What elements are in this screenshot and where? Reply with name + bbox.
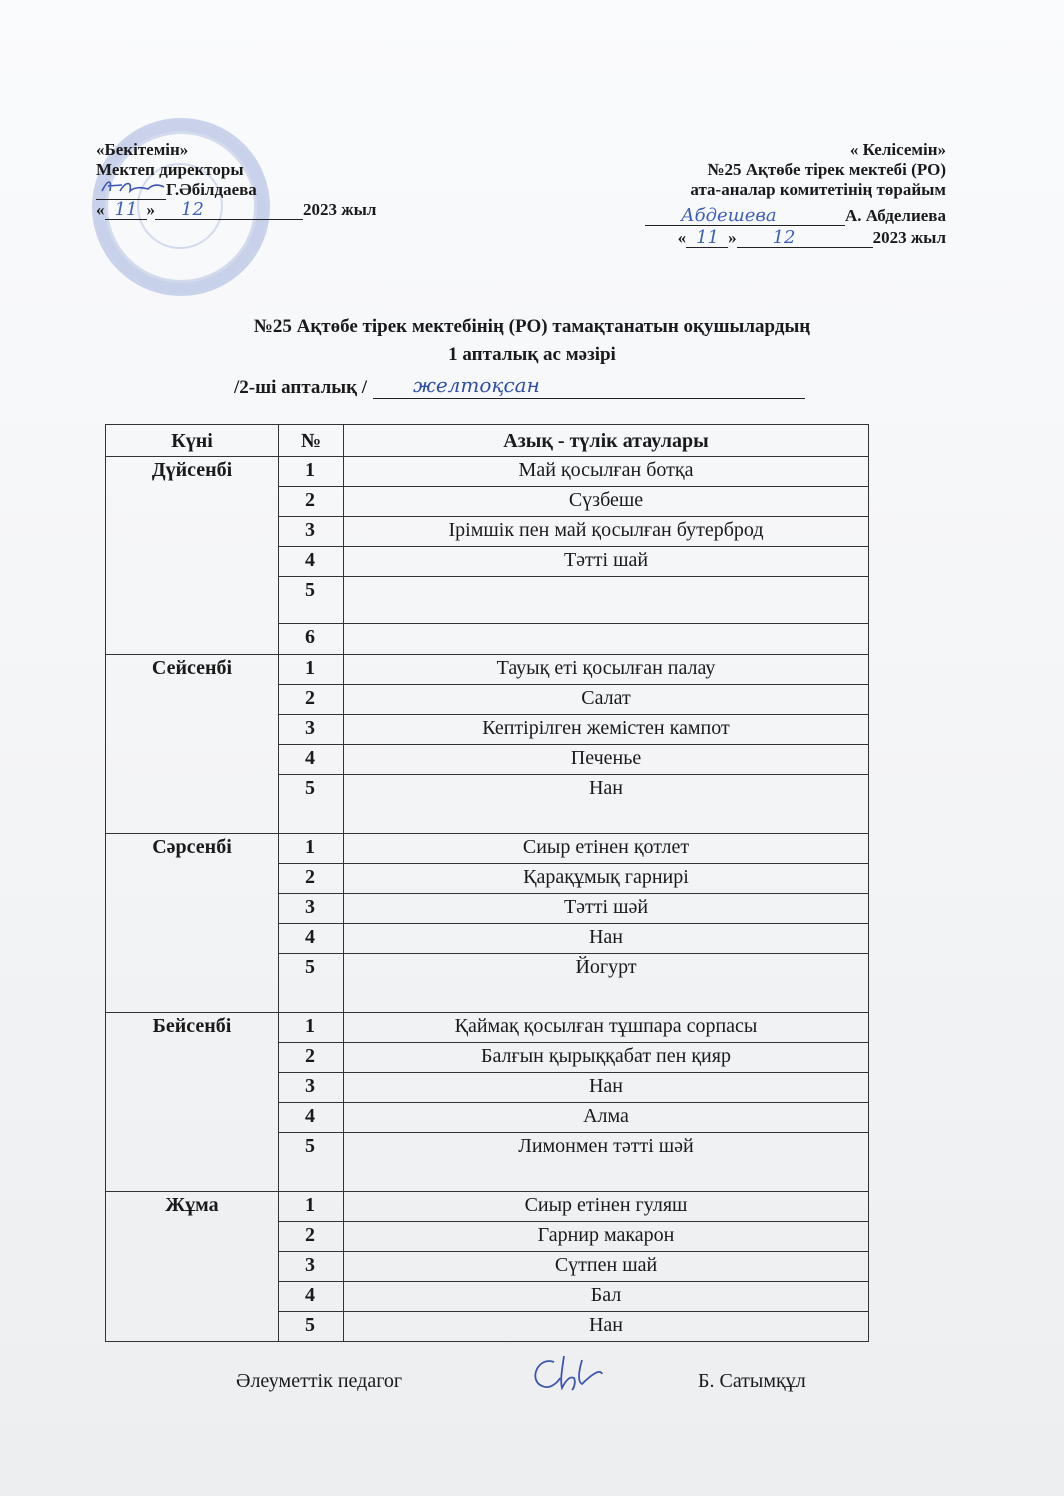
teacher-signature xyxy=(524,1352,604,1398)
food-item: Сиыр етінен қотлет xyxy=(344,834,869,864)
page-title: №25 Ақтөбе тірек мектебінің (РО) тамақтанатын оқушылардың xyxy=(253,316,811,337)
date-quote-close: » xyxy=(728,228,737,247)
table-row xyxy=(106,834,869,864)
item-number: 3 xyxy=(279,517,344,547)
date-month: 12 xyxy=(772,227,796,248)
date-quote-open: « xyxy=(96,200,105,219)
table-row xyxy=(106,1192,869,1222)
food-item: Тауық еті қосылған палау xyxy=(344,655,869,685)
food-item: Сиыр етінен гуляш xyxy=(344,1192,869,1222)
chair-signature: Абдешева xyxy=(681,205,777,226)
table-row xyxy=(106,1013,869,1043)
item-number: 3 xyxy=(279,715,344,745)
page-subtitle: 1 апталық ас мәзірі xyxy=(448,344,616,365)
food-item: Салат xyxy=(344,685,869,715)
date-quote-open: « xyxy=(677,228,687,247)
table-row xyxy=(106,655,869,685)
date-year: 2023 жыл xyxy=(872,228,946,247)
food-item xyxy=(344,624,869,655)
approval-block-left xyxy=(96,140,376,220)
date-year: 2023 жыл xyxy=(303,200,377,219)
food-item xyxy=(344,577,869,624)
item-number: 3 xyxy=(279,1252,344,1282)
menu-table xyxy=(105,424,869,1342)
day-cell: Жұма xyxy=(106,1192,279,1342)
header-number: № xyxy=(279,425,344,457)
food-item: Сүтпен шай xyxy=(344,1252,869,1282)
item-number: 3 xyxy=(279,1073,344,1103)
item-number: 5 xyxy=(279,1312,344,1342)
header-day: Күні xyxy=(106,425,279,457)
week-label: /2-ші апталық / xyxy=(234,377,368,398)
food-item: Сүзбеше xyxy=(344,487,869,517)
food-item: Қаймақ қосылған тұшпара сорпасы xyxy=(344,1013,869,1043)
date-day: 11 xyxy=(696,227,720,248)
table-header-row xyxy=(106,425,869,457)
day-cell: Дүйсенбі xyxy=(106,457,279,655)
item-number: 5 xyxy=(279,577,344,624)
item-number: 5 xyxy=(279,775,344,834)
director-signature-line xyxy=(96,181,166,200)
food-item: Нан xyxy=(344,1073,869,1103)
approval-title: «Бекітемін» xyxy=(96,140,189,159)
item-number: 2 xyxy=(279,1222,344,1252)
food-item: Нан xyxy=(344,1312,869,1342)
food-item: Тәтті шәй xyxy=(344,894,869,924)
day-cell: Бейсенбі xyxy=(106,1013,279,1192)
day-cell: Сейсенбі xyxy=(106,655,279,834)
item-number: 4 xyxy=(279,924,344,954)
food-item: Балғын қырыққабат пен қияр xyxy=(344,1043,869,1073)
month-handwritten: желтоқсан xyxy=(413,373,540,397)
food-item: Қарақұмық гарнирі xyxy=(344,864,869,894)
food-item: Тәтті шай xyxy=(344,547,869,577)
footer-name: Б. Сатымқұл xyxy=(698,1370,806,1392)
food-item: Ірімшік пен май қосылған бутерброд xyxy=(344,517,869,547)
item-number: 4 xyxy=(279,1282,344,1312)
agreement-school: №25 Ақтөбе тірек мектебі (РО) xyxy=(707,160,946,179)
food-item: Печенье xyxy=(344,745,869,775)
item-number: 2 xyxy=(279,1043,344,1073)
footer-position: Әлеуметтік педагог xyxy=(236,1370,403,1392)
item-number: 1 xyxy=(279,834,344,864)
food-item: Гарнир макарон xyxy=(344,1222,869,1252)
date-quote-close: » xyxy=(146,200,155,219)
item-number: 1 xyxy=(279,457,344,487)
item-number: 5 xyxy=(279,1133,344,1192)
food-item: Бал xyxy=(344,1282,869,1312)
agreement-committee: ата-аналар комитетінің төрайым xyxy=(690,180,946,199)
item-number: 2 xyxy=(279,685,344,715)
item-number: 1 xyxy=(279,1192,344,1222)
day-cell: Сәрсенбі xyxy=(106,834,279,1013)
food-item: Алма xyxy=(344,1103,869,1133)
item-number: 4 xyxy=(279,547,344,577)
item-number: 3 xyxy=(279,894,344,924)
food-item: Лимонмен тәтті шәй xyxy=(344,1133,869,1192)
item-number: 1 xyxy=(279,1013,344,1043)
week-line xyxy=(234,373,805,399)
item-number: 4 xyxy=(279,745,344,775)
food-item: Май қосылған ботқа xyxy=(344,457,869,487)
date-month: 12 xyxy=(181,199,204,220)
director-name: Г.Әбілдаева xyxy=(166,180,257,199)
food-item: Нан xyxy=(344,924,869,954)
item-number: 2 xyxy=(279,487,344,517)
header-food: Азық - түлік атаулары xyxy=(344,425,869,457)
item-number: 1 xyxy=(279,655,344,685)
approval-block-right xyxy=(645,140,946,248)
director-role: Мектеп директоры xyxy=(96,160,244,179)
table-row xyxy=(106,457,869,487)
agreement-title: « Келісемін» xyxy=(849,140,946,159)
date-day: 11 xyxy=(114,199,138,220)
food-item: Йогурт xyxy=(344,954,869,1013)
menu-table-body xyxy=(106,457,869,1342)
director-signature xyxy=(98,177,168,197)
food-item: Нан xyxy=(344,775,869,834)
item-number: 5 xyxy=(279,954,344,1013)
food-item: Кептірілген жемістен кампот xyxy=(344,715,869,745)
item-number: 4 xyxy=(279,1103,344,1133)
chair-name: А. Абделиева xyxy=(845,206,946,225)
item-number: 6 xyxy=(279,624,344,655)
item-number: 2 xyxy=(279,864,344,894)
